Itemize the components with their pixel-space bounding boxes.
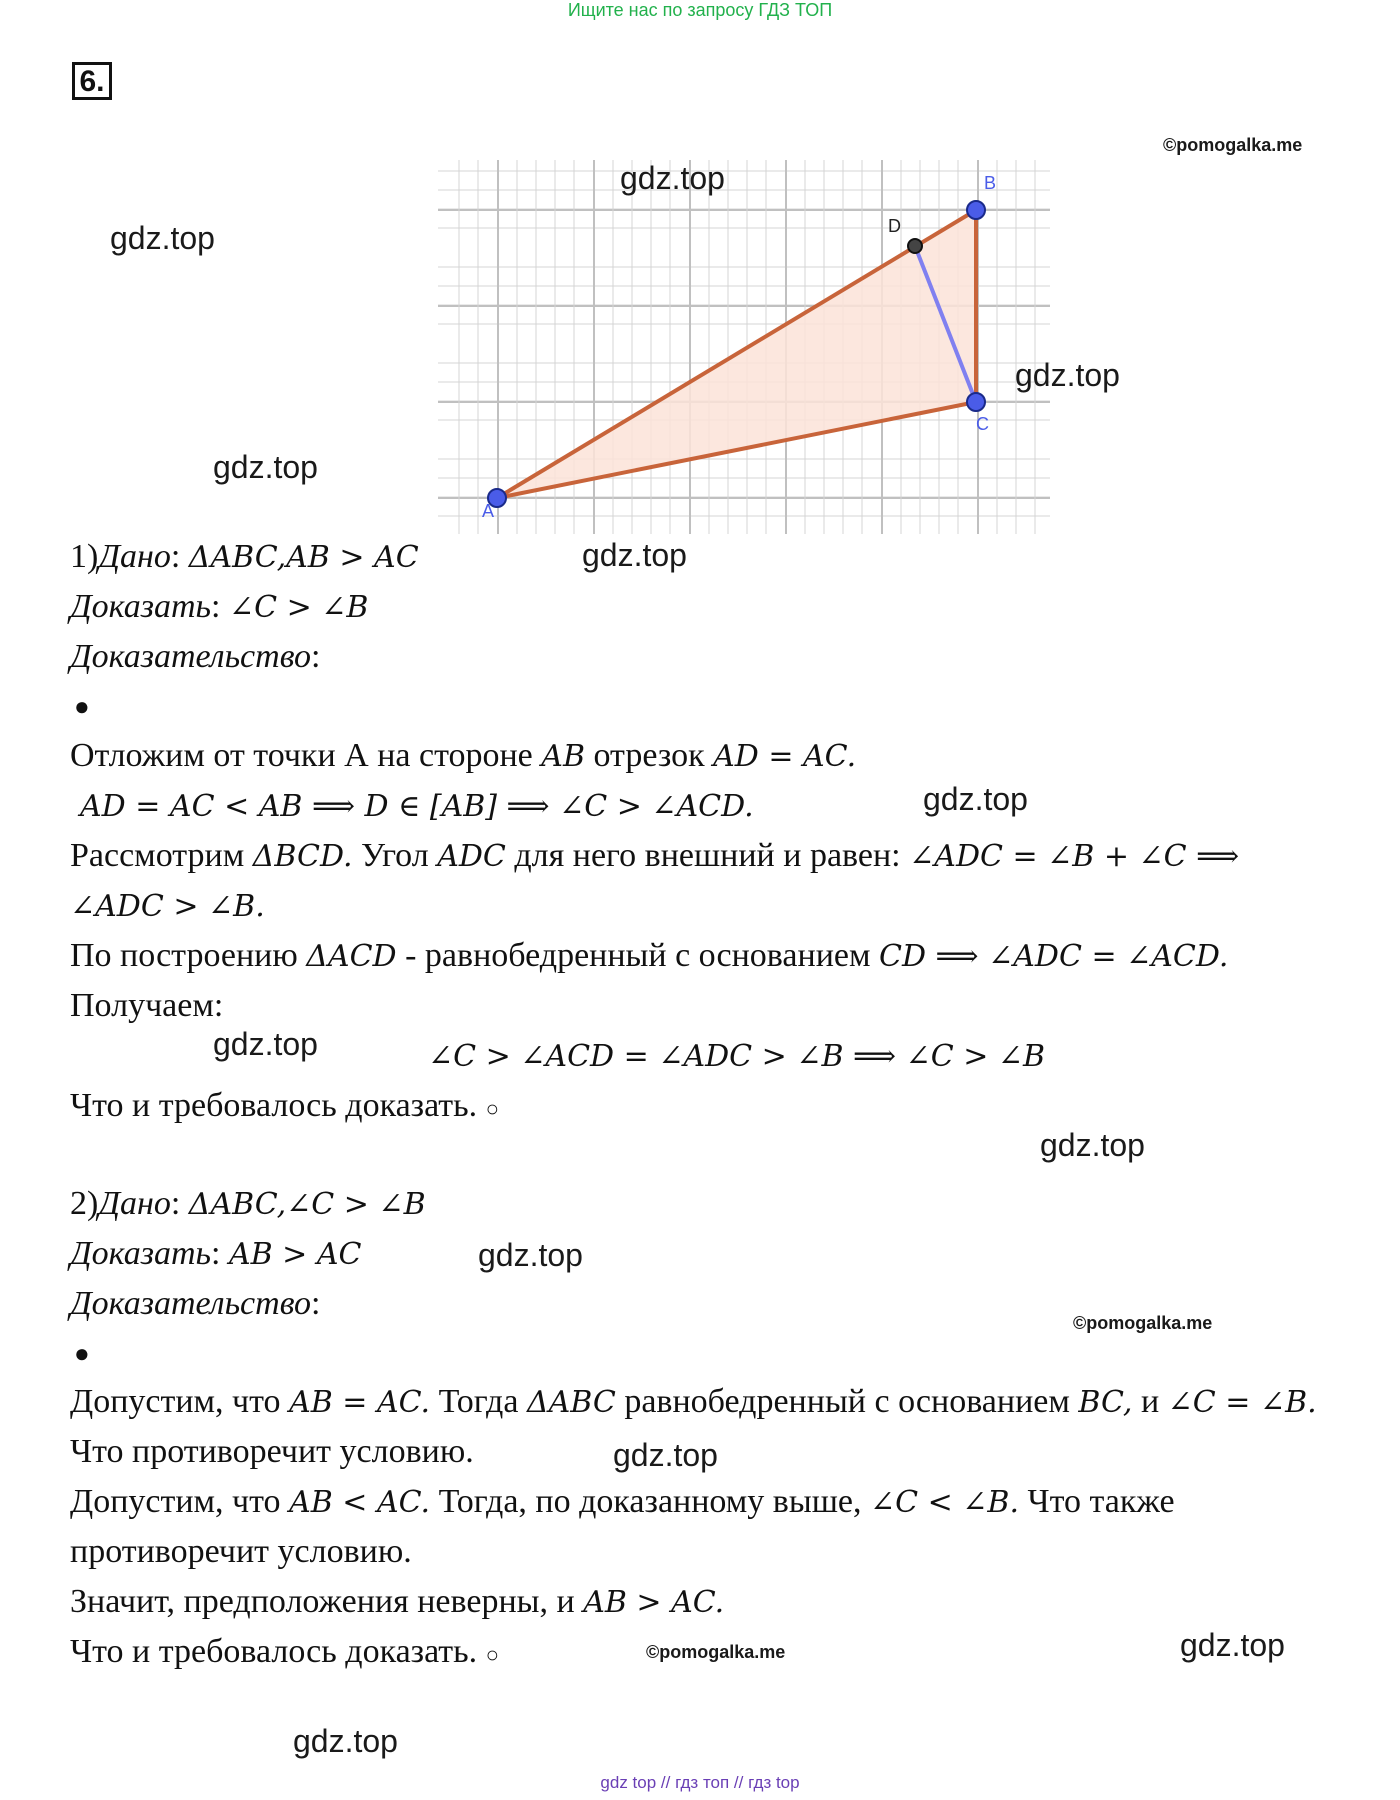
part1-line7: ∠C > ∠ACD = ∠ADC > ∠B ⟹ ∠C > ∠B: [428, 1039, 1046, 1074]
watermark: gdz.top: [213, 449, 318, 485]
copyright-mark: ©pomogalka.me: [646, 1642, 786, 1662]
part1-line4: ∠ADC > ∠B.: [70, 889, 265, 924]
watermark: gdz.top: [620, 160, 725, 196]
top-banner[interactable]: Ищите нас по запросу ГДЗ ТОП: [567, 0, 833, 20]
part2-proof-heading: Доказательство:: [70, 1285, 321, 1322]
part2-line2: Что противоречит условию.: [70, 1433, 474, 1470]
part2-qed: Что и требовалось доказать. ○: [70, 1633, 499, 1670]
watermark: gdz.top: [1015, 357, 1120, 393]
watermark: gdz.top: [923, 781, 1028, 817]
watermark: gdz.top: [582, 537, 687, 573]
label-b: B: [984, 173, 997, 193]
part2-prove: Доказать: AB > AC: [70, 1235, 362, 1272]
point-c: [967, 393, 985, 411]
part1-qed: Что и требовалось доказать. ○: [70, 1087, 499, 1124]
point-b: [967, 201, 985, 219]
part1-bullet: ●: [74, 692, 90, 721]
part1-line2: AD = AC < AB ⟹ D ∈ [AB] ⟹ ∠C > ∠ACD.: [80, 789, 754, 824]
part2-line3: Допустим, что AB < AC. Тогда, по доказанному выше, ∠C < ∠B. Что также: [70, 1483, 1175, 1520]
copyright-mark: ©pomogalka.me: [1163, 135, 1303, 155]
watermark: gdz.top: [1040, 1127, 1145, 1163]
part1-line5: По построению ΔACD - равнобедренный с основанием CD ⟹ ∠ADC = ∠ACD.: [70, 937, 1229, 974]
part2-line4: противоречит условию.: [70, 1533, 412, 1570]
label-d: D: [888, 216, 901, 236]
task-number: 6.: [72, 62, 112, 100]
part1-proof-heading: Доказательство:: [70, 638, 321, 675]
watermark: gdz.top: [213, 1026, 318, 1062]
label-c: C: [976, 414, 989, 434]
part2-bullet: ●: [74, 1339, 90, 1368]
watermark: gdz.top: [613, 1437, 718, 1473]
part1-line3: Рассмотрим ΔBCD. Угол ADC для него внешний и равен: ∠ADC = ∠B + ∠C ⟹: [70, 837, 1240, 874]
part1-given: 1)Дано: ΔABC,AB > AC: [70, 538, 419, 575]
watermark: gdz.top: [110, 220, 215, 256]
part2-line5: Значит, предположения неверны, и AB > AC.: [70, 1583, 725, 1620]
watermark: gdz.top: [478, 1237, 583, 1273]
part2-given: 2)Дано: ΔABC,∠C > ∠B: [70, 1185, 426, 1222]
part1-line6: Получаем:: [70, 987, 224, 1024]
label-a: A: [482, 501, 495, 521]
triangle-figure: [438, 160, 1050, 534]
part2-line1: Допустим, что AB = AC. Тогда ΔABC равнобедренный с основанием BC, и ∠C = ∠B.: [70, 1383, 1317, 1420]
watermark: gdz.top: [1180, 1627, 1285, 1663]
point-d: [908, 239, 922, 253]
footer-links[interactable]: gdz top // гдз топ // гдз top: [600, 1773, 800, 1792]
copyright-mark: ©pomogalka.me: [1073, 1313, 1213, 1333]
part1-prove: Доказать: ∠C > ∠B: [70, 588, 369, 625]
watermark: gdz.top: [293, 1723, 398, 1759]
part1-line1: Отложим от точки А на стороне AB отрезок AD = AC.: [70, 737, 857, 774]
